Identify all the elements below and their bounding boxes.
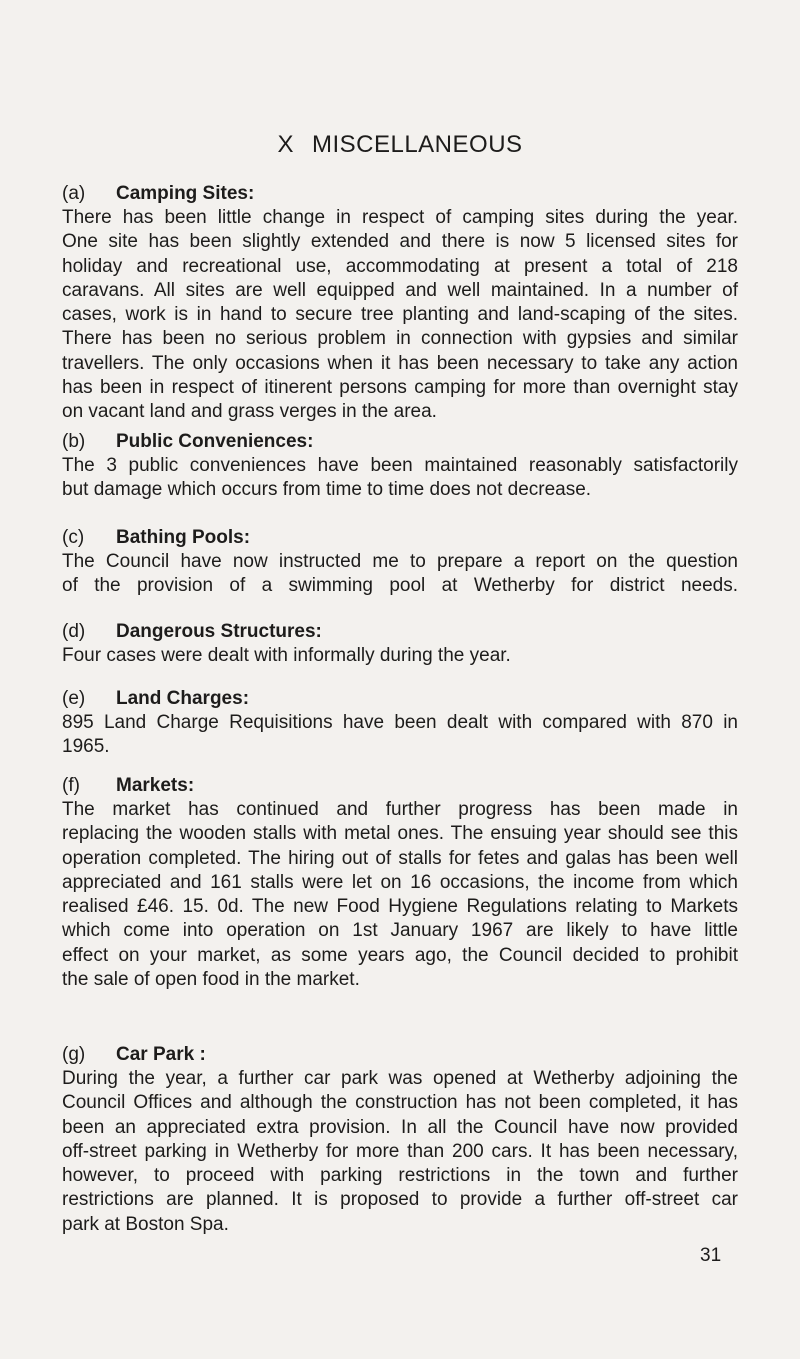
text-line: appreciated and 161 stalls were let on 16 occasions, the income from which [62, 871, 738, 893]
text-line: caravans. All sites are well equipped and well maintained. In a number of [62, 279, 738, 301]
section-letter: (b) [62, 431, 86, 452]
section-body [62, 454, 738, 503]
text-line: There has been little change in respect of camping sites during the year. [62, 207, 738, 228]
section-letter: (a) [62, 183, 86, 204]
section-body [62, 1067, 738, 1237]
text-line: Council Offices and although the construction has not been completed, it has [62, 1092, 738, 1114]
text-line: which come into operation on 1st January 1967 are likely to have little [62, 920, 738, 942]
section-markets [62, 774, 738, 992]
section-title: Land Charges: [116, 688, 250, 709]
text-line: holiday and recreational use, accommodating at present a total of 218 [62, 255, 738, 277]
section-heading [62, 687, 738, 711]
text-line: The 3 public conveniences have been maintained reasonably satisfactorily [62, 455, 738, 476]
section-heading [62, 430, 738, 454]
section-heading [62, 620, 738, 644]
text-line: operation completed. The hiring out of stalls for fetes and galas has been well [62, 847, 738, 869]
text-line: been an appreciated extra provision. In all the Council have now provided [62, 1116, 738, 1138]
section-letter: (d) [62, 621, 86, 642]
text-line: but damage which occurs from time to time does not decrease. [62, 479, 592, 501]
text-line: cases, work is in hand to secure tree planting and land-scaping of the sites. [62, 304, 738, 326]
section-body [62, 550, 738, 599]
section-body [62, 206, 738, 425]
section-title: Camping Sites: [116, 183, 255, 204]
text-line: on vacant land and grass verges in the area. [62, 401, 437, 423]
text-line: restrictions are planned. It is proposed to provide a further off-street car [62, 1189, 738, 1211]
section-letter: (c) [62, 527, 85, 548]
text-line: travellers. The only occasions when it has been necessary to take any action [62, 352, 738, 374]
section-title: Bathing Pools: [116, 527, 251, 548]
section-letter: (e) [62, 688, 86, 709]
text-line: 895 Land Charge Requisitions have been dealt with compared with 870 in [62, 712, 738, 733]
text-line: realised £46. 15. 0d. The new Food Hygiene Regulations relating to Markets [62, 896, 738, 918]
section-body [62, 644, 738, 668]
chapter-title: MISCELLANEOUS [311, 131, 523, 158]
text-line: The market has continued and further progress has been made in [62, 799, 738, 820]
text-line: replacing the wooden stalls with metal ones. The ensuing year should see this [62, 823, 738, 845]
section-heading [62, 1043, 738, 1067]
section-land-charges [62, 687, 738, 760]
section-title: Dangerous Structures: [116, 621, 322, 642]
section-camping-sites [62, 182, 738, 425]
section-body [62, 798, 738, 992]
section-heading [62, 774, 738, 798]
text-line: park at Boston Spa. [62, 1213, 229, 1235]
page-title [0, 130, 800, 160]
section-title: Public Conveniences: [116, 431, 314, 452]
section-car-park [62, 1043, 738, 1237]
section-title: Markets: [116, 775, 195, 796]
section-public-conveniences [62, 430, 738, 503]
section-body [62, 711, 738, 760]
section-letter: (f) [62, 775, 80, 796]
text-line: the sale of open food in the market. [62, 969, 360, 991]
text-line: The Council have now instructed me to prepare a report on the question [62, 551, 738, 572]
text-line: 1965. [62, 736, 110, 758]
text-line: has been in respect of itinerent persons camping for more than overnight stay [62, 377, 738, 399]
text-line: There has been no serious problem in connection with gypsies and similar [62, 328, 738, 350]
text-line: however, to proceed with parking restrictions in the town and further [62, 1165, 738, 1187]
section-dangerous-structures [62, 620, 738, 668]
text-line: of the provision of a swimming pool at Wetherby for district needs. [62, 575, 738, 597]
text-line: off-street parking in Wetherby for more than 200 cars. It has been necessary, [62, 1140, 738, 1162]
chapter-number: X [277, 131, 294, 158]
section-heading [62, 182, 738, 206]
text-line: During the year, a further car park was opened at Wetherby adjoining the [62, 1068, 738, 1089]
section-heading [62, 526, 738, 550]
section-title: Car Park : [116, 1044, 206, 1065]
section-bathing-pools [62, 526, 738, 599]
text-line: Four cases were dealt with informally during the year. [62, 645, 511, 666]
section-letter: (g) [62, 1044, 86, 1065]
page-number: 31 [700, 1245, 722, 1266]
text-line: One site has been slightly extended and there is now 5 licensed sites for [62, 231, 738, 253]
text-line: effect on your market, as some years ago, the Council decided to prohibit [62, 944, 738, 966]
